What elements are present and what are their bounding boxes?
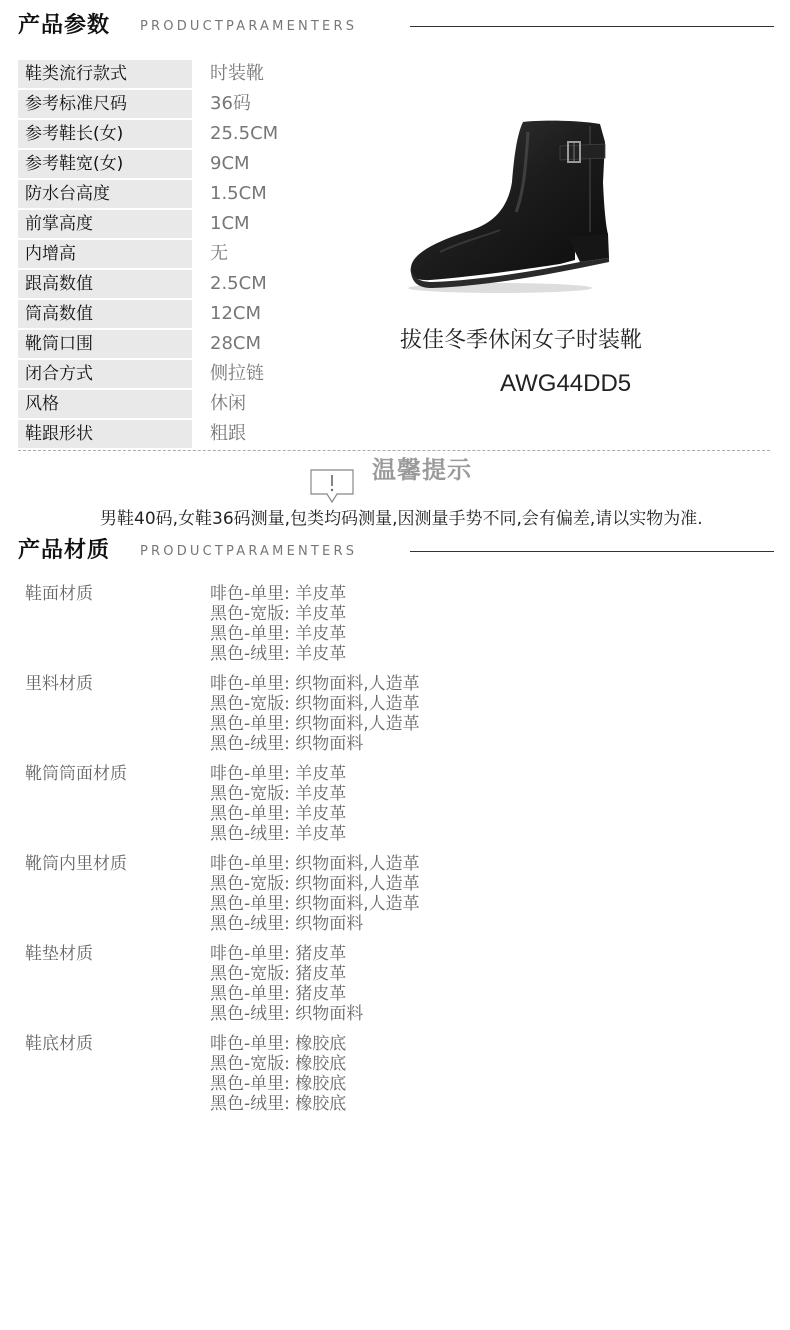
param-value: 9CM xyxy=(210,153,250,174)
param-row xyxy=(18,120,378,148)
material-line: 黑色-绒里: 织物面料 xyxy=(210,1004,364,1024)
exclamation-speech-icon xyxy=(310,469,354,503)
material-line: 黑色-单里: 羊皮革 xyxy=(210,624,347,644)
param-row xyxy=(18,360,378,388)
param-label: 筒高数值 xyxy=(18,300,192,328)
material-label: 靴筒筒面材质 xyxy=(25,764,127,784)
param-row xyxy=(18,180,378,208)
section-subtitle: PRODUCTPARAMENTERS xyxy=(140,19,358,34)
material-line: 啡色-单里: 猪皮革 xyxy=(210,944,347,964)
param-label: 风格 xyxy=(18,390,192,418)
material-line: 黑色-绒里: 羊皮革 xyxy=(210,644,347,664)
param-label: 内增高 xyxy=(18,240,192,268)
material-line: 黑色-宽版: 织物面料,人造革 xyxy=(210,874,420,894)
param-label: 鞋跟形状 xyxy=(18,420,192,448)
section-title: 产品参数 xyxy=(18,13,111,38)
param-label: 参考标准尺码 xyxy=(18,90,192,118)
param-row xyxy=(18,210,378,238)
section-subtitle: PRODUCTPARAMENTERS xyxy=(140,544,358,559)
param-row xyxy=(18,90,378,118)
product-image xyxy=(400,112,625,297)
material-line: 黑色-绒里: 橡胶底 xyxy=(210,1094,347,1114)
param-row xyxy=(18,240,378,268)
param-label: 跟高数值 xyxy=(18,270,192,298)
section-divider xyxy=(410,26,774,27)
param-label: 参考鞋长(女) xyxy=(18,120,192,148)
param-label: 前掌高度 xyxy=(18,210,192,238)
section-header-materials xyxy=(18,536,774,566)
section-header-params xyxy=(18,11,774,41)
material-line: 黑色-单里: 猪皮革 xyxy=(210,984,347,1004)
material-line: 黑色-宽版: 羊皮革 xyxy=(210,604,347,624)
param-value: 休闲 xyxy=(210,393,246,414)
tip-text: 男鞋40码,女鞋36码测量,包类均码测量,因测量手势不同,会有偏差,请以实物为准. xyxy=(100,509,703,529)
material-values xyxy=(210,674,420,754)
param-value: 12CM xyxy=(210,303,262,324)
material-label: 里料材质 xyxy=(25,674,93,694)
param-row xyxy=(18,420,378,448)
section-title: 产品材质 xyxy=(18,538,111,563)
section-divider xyxy=(410,551,774,552)
param-row xyxy=(18,150,378,178)
param-value: 2.5CM xyxy=(210,273,267,294)
material-label: 鞋底材质 xyxy=(25,1034,93,1054)
material-line: 黑色-宽版: 羊皮革 xyxy=(210,784,347,804)
param-label: 靴筒口围 xyxy=(18,330,192,358)
material-values xyxy=(210,584,346,664)
dashed-divider xyxy=(18,450,770,451)
param-label: 鞋类流行款式 xyxy=(18,60,192,88)
param-row xyxy=(18,270,378,298)
param-value: 25.5CM xyxy=(210,123,279,144)
product-name: 拔佳冬季休闲女子时装靴 xyxy=(400,328,643,353)
tip-title: 温馨提示 xyxy=(372,456,472,484)
param-value: 28CM xyxy=(210,333,262,354)
param-value: 1CM xyxy=(210,213,250,234)
material-line: 黑色-宽版: 织物面料,人造革 xyxy=(210,694,420,714)
material-line: 啡色-单里: 织物面料,人造革 xyxy=(210,854,420,874)
param-row xyxy=(18,300,378,328)
param-row xyxy=(18,390,378,418)
material-line: 黑色-绒里: 织物面料 xyxy=(210,734,364,754)
param-label: 闭合方式 xyxy=(18,360,192,388)
material-values xyxy=(210,1034,346,1114)
material-values xyxy=(210,854,420,934)
material-line: 啡色-单里: 橡胶底 xyxy=(210,1034,347,1054)
param-label: 参考鞋宽(女) xyxy=(18,150,192,178)
param-label: 防水台高度 xyxy=(18,180,192,208)
param-value: 粗跟 xyxy=(210,423,246,444)
material-values xyxy=(210,764,346,844)
material-line: 黑色-单里: 橡胶底 xyxy=(210,1074,347,1094)
material-line: 啡色-单里: 羊皮革 xyxy=(210,764,347,784)
material-line: 啡色-单里: 羊皮革 xyxy=(210,584,347,604)
material-label: 鞋面材质 xyxy=(25,584,93,604)
param-row xyxy=(18,60,378,88)
material-line: 黑色-单里: 织物面料,人造革 xyxy=(210,714,420,734)
material-line: 黑色-宽版: 猪皮革 xyxy=(210,964,347,984)
param-value: 侧拉链 xyxy=(210,363,264,384)
material-line: 黑色-绒里: 织物面料 xyxy=(210,914,364,934)
material-label: 鞋垫材质 xyxy=(25,944,93,964)
param-value: 无 xyxy=(210,243,228,264)
material-line: 黑色-单里: 羊皮革 xyxy=(210,804,347,824)
material-line: 黑色-绒里: 羊皮革 xyxy=(210,824,347,844)
product-model: AWG44DD5 xyxy=(500,370,632,397)
material-values xyxy=(210,944,363,1024)
material-line: 黑色-宽版: 橡胶底 xyxy=(210,1054,347,1074)
param-value: 时装靴 xyxy=(210,63,264,84)
param-value: 36码 xyxy=(210,93,251,114)
material-label: 靴筒内里材质 xyxy=(25,854,127,874)
material-line: 黑色-单里: 织物面料,人造革 xyxy=(210,894,420,914)
param-row xyxy=(18,330,378,358)
param-value: 1.5CM xyxy=(210,183,267,204)
material-line: 啡色-单里: 织物面料,人造革 xyxy=(210,674,420,694)
